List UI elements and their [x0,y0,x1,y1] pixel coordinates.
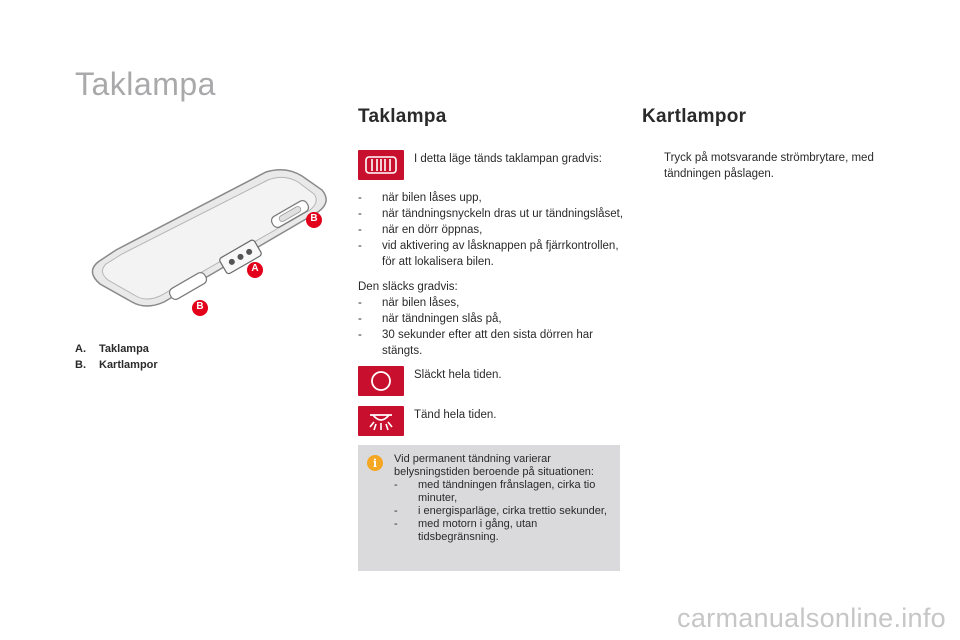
ceiling-light-illustration [80,160,340,320]
mode-off [358,366,623,396]
legend-item [75,341,158,357]
list-item: - med motorn i gång, utan tidsbegränsning. [394,518,616,544]
mode-auto-text: I detta läge tänds taklampan gradvis: [414,153,602,165]
info-text [394,453,616,544]
list-item [642,150,912,182]
lamp-on-icon [358,406,404,436]
mode-off-text: Släckt hela tiden. [414,369,502,381]
list-item: - när en dörr öppnas, [358,222,623,238]
mode-auto [358,150,623,180]
instruction-list [642,150,912,182]
section-heading: Taklampa [358,106,447,127]
off-conditions-list [358,295,623,359]
legend [75,341,158,373]
legend-key: A. [75,343,86,355]
legend-label: Taklampa [99,343,149,355]
info-box [358,445,620,571]
watermark: carmanualsonline.info [677,603,946,633]
legend-key: B. [75,359,86,371]
info-list [394,479,616,544]
info-icon: i [367,455,383,471]
taklampa-section [358,106,623,446]
lamp-off-icon [358,366,404,396]
list-item: - vid aktivering av låsknappen på fjärrkontrollen, för att lokalisera bilen. [358,238,623,270]
kartlampor-section [642,106,912,182]
list-item: - när tändningen slås på, [358,311,623,327]
list-item: - med tändningen frånslagen, cirka tio minuter, [394,479,616,505]
section-heading: Kartlampor [642,106,747,127]
mode-on-text: Tänd hela tiden. [414,409,497,421]
on-conditions-list [358,190,623,270]
info-intro: Vid permanent tändning varierar belysningstiden beroende på situationen: [394,453,594,478]
list-item: - när bilen låses, [358,295,623,311]
legend-item [75,357,158,373]
door-mode-icon [358,150,404,180]
page-title: Taklampa [75,66,216,102]
list-item: - 30 sekunder efter att den sista dörren har stängts. [358,327,623,359]
instruction-text: Tryck på motsvarande strömbrytare, med tändningen påslagen. [664,152,874,180]
marker-b-label: B [196,301,204,312]
marker-a-label: A [251,263,259,274]
list-item: - när bilen låses upp, [358,190,623,206]
marker-b-label: B [310,213,318,224]
off-intro: Den släcks gradvis: [358,281,458,293]
list-item: - när tändningsnyckeln dras ut ur tändningslåset, [358,206,623,222]
mode-on [358,406,623,436]
list-item: - i energisparläge, cirka trettio sekunder, [394,505,616,518]
legend-label: Kartlampor [99,359,158,371]
